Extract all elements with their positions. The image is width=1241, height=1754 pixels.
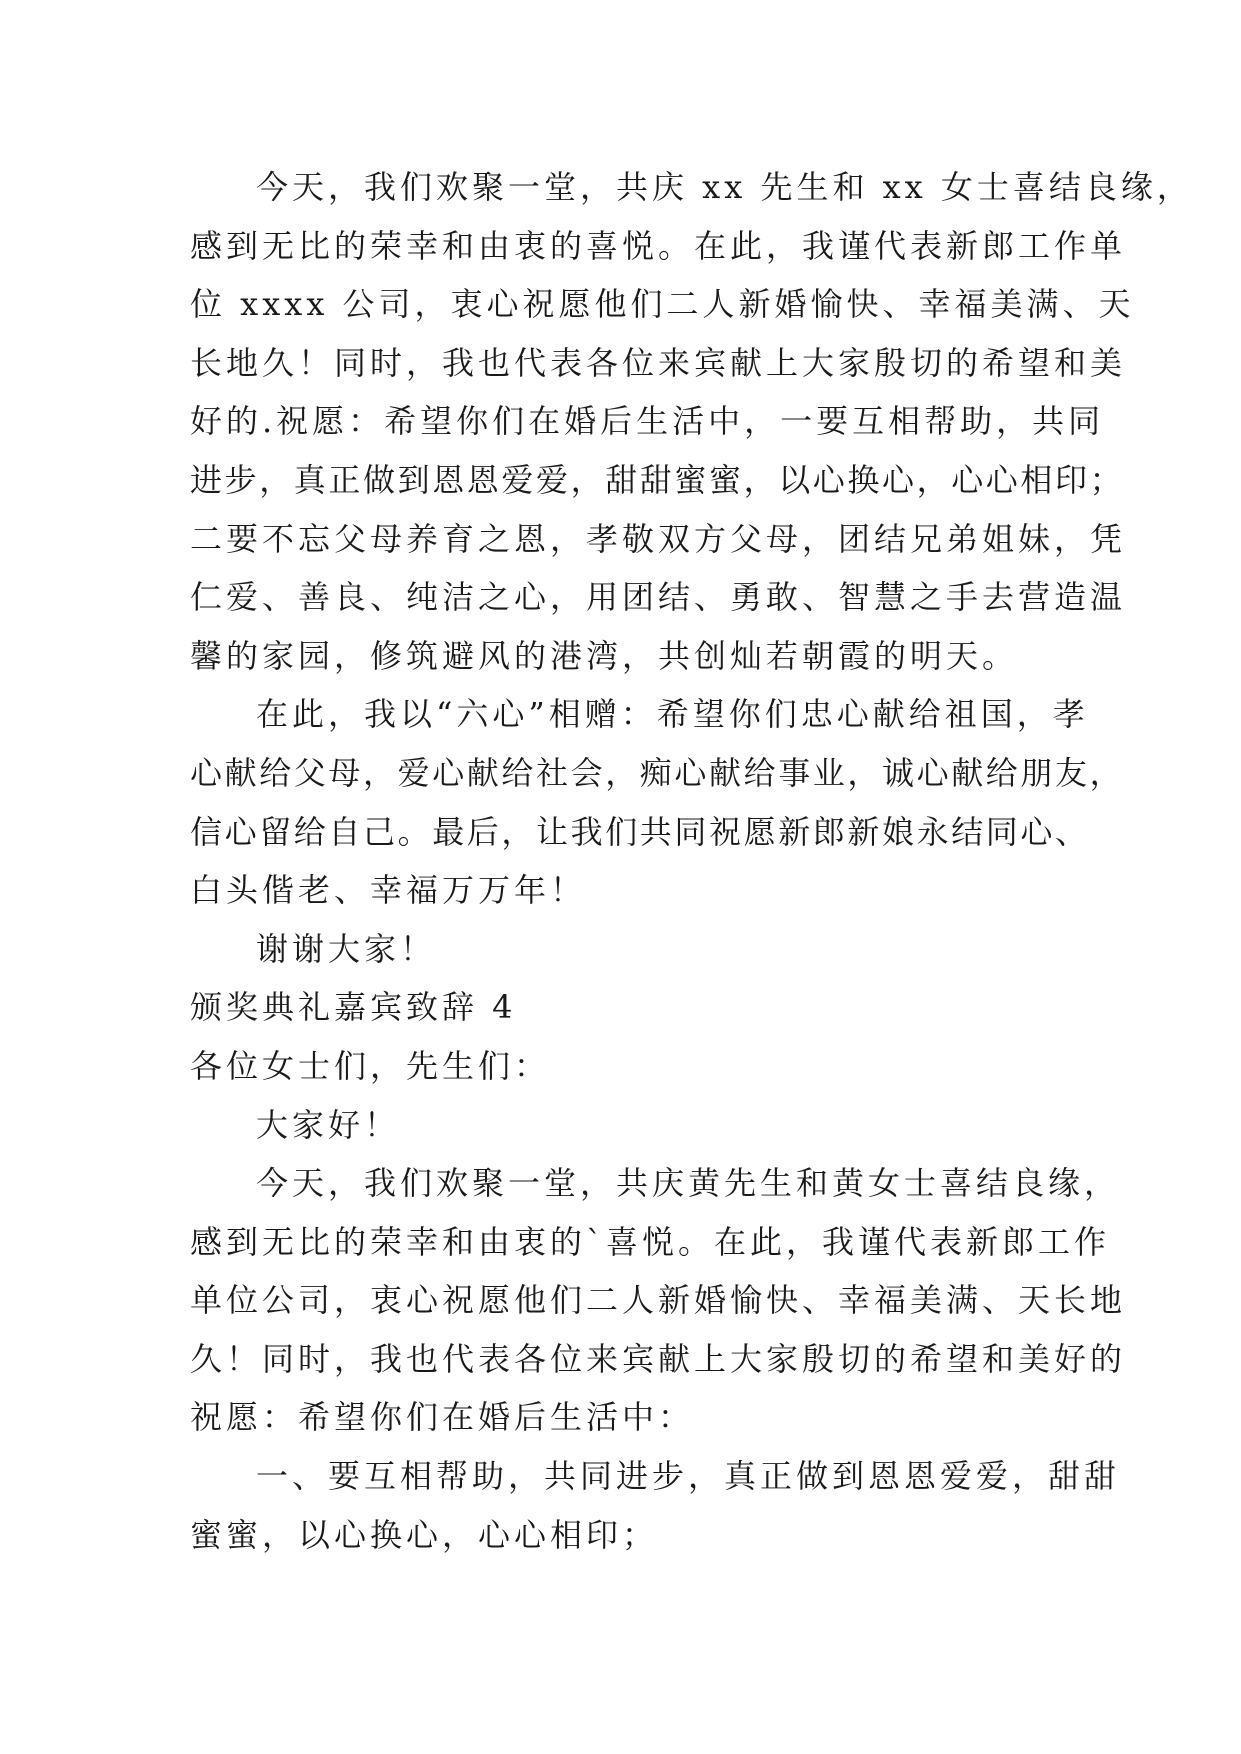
paragraph-line: 单位公司，衷心祝愿他们二人新婚愉快、幸福美满、天长地 [190,1281,1127,1320]
paragraph-line: 在此，我以“六心”相赠：希望你们忠心献给祖国，孝 [256,695,1089,734]
paragraph-line: 蜜蜜，以心换心，心心相印； [190,1515,659,1554]
paragraph-line: 信心留给自己。最后，让我们共同祝愿新郎新娘永结同心、 [190,812,1090,851]
paragraph-line: 馨的家园，修筑避风的港湾，共创灿若朝霞的明天。 [190,636,1019,675]
closing-thanks: 谢谢大家！ [256,929,437,968]
paragraph-line: 白头偕老、幸福万万年！ [190,871,587,910]
paragraph-line: 心献给父母，爱心献给社会，痴心献给事业，诚心献给朋友， [190,753,1125,792]
paragraph-line: 祝愿：希望你们在婚后生活中： [190,1398,695,1437]
paragraph-line: 好的.祝愿：希望你们在婚后生活中，一要互相帮助，共同 [190,402,1105,441]
paragraph-line: 二要不忘父母养育之恩，孝敬双方父母，团结兄弟姐妹，凭 [190,519,1127,558]
paragraph-line: 一、要互相帮助，共同进步，真正做到恩恩爱爱，甜甜 [256,1457,1121,1496]
greeting: 大家好！ [256,1105,401,1144]
paragraph-line: 今天，我们欢聚一堂，共庆黄先生和黄女士喜结良缘， [256,1164,1121,1203]
paragraph-line: 位 xxxx 公司，衷心祝愿他们二人新婚愉快、幸福美满、天 [190,285,1135,324]
paragraph-line: 久！同时，我也代表各位来宾献上大家殷切的希望和美好的 [190,1339,1127,1378]
paragraph-line: 感到无比的荣幸和由衷的喜悦。在此，我谨代表新郎工作单 [190,226,1127,265]
paragraph-line: 进步，真正做到恩恩爱爱，甜甜蜜蜜，以心换心，心心相印； [190,460,1125,499]
document-body [190,158,1193,1564]
section-title: 颁奖典礼嘉宾致辞 4 [190,988,517,1027]
salutation: 各位女士们，先生们： [190,1046,551,1085]
paragraph-line: 仁爱、善良、纯洁之心，用团结、勇敢、智慧之手去营造温 [190,578,1127,617]
paragraph-line: 长地久！同时，我也代表各位来宾献上大家殷切的希望和美 [190,343,1127,382]
paragraph-line: 感到无比的荣幸和由衷的`喜悦。在此，我谨代表新郎工作 [190,1222,1111,1261]
paragraph-line: 今天，我们欢聚一堂，共庆 xx 先生和 xx 女士喜结良缘， [256,168,1193,206]
